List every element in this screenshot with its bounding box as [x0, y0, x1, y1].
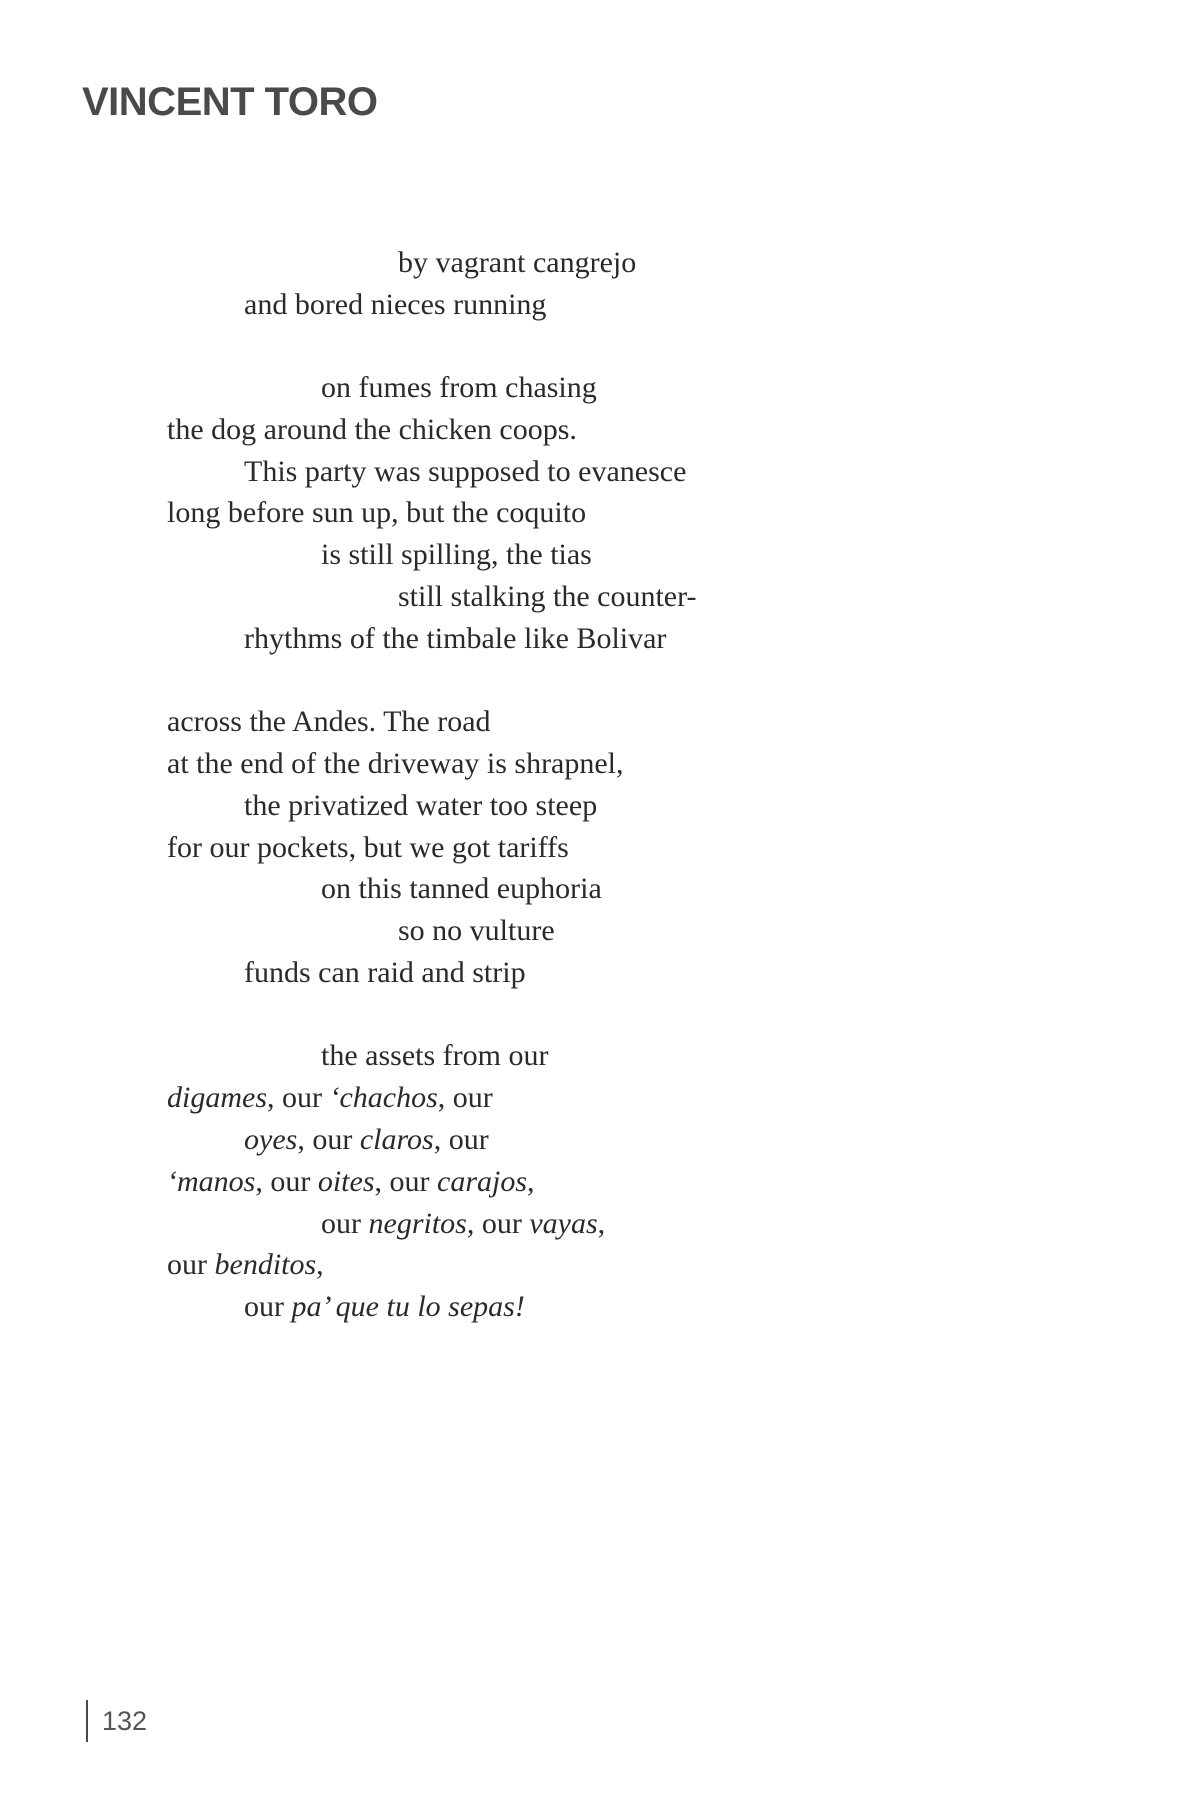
line-text: our [321, 1207, 369, 1240]
poem-line: the privatized water too steep [244, 789, 598, 822]
line-text: , [316, 1248, 324, 1281]
italic-word: oites [317, 1165, 375, 1198]
poem-line: on this tanned euphoria [321, 872, 602, 905]
italic-word: vayas [529, 1207, 598, 1240]
line-text: , our [255, 1165, 318, 1198]
line-text: , [597, 1207, 606, 1240]
poem-line: at the end of the driveway is shrapnel, [167, 747, 624, 780]
line-text: , our [374, 1165, 438, 1198]
poem-line [167, 1080, 493, 1116]
italic-word: ‘manos [167, 1165, 256, 1198]
poem-line: This party was supposed to evanesce [244, 455, 687, 488]
line-text: , our [437, 1081, 493, 1114]
poem-line [244, 1122, 489, 1158]
poem-line: by vagrant cangrejo [398, 246, 637, 279]
page-number: 132 [102, 1706, 148, 1736]
italic-word: pa’ que tu lo sepas! [291, 1290, 525, 1323]
line-text: our [167, 1248, 215, 1281]
italic-word: carajos [437, 1165, 528, 1198]
poem-line: the dog around the chicken coops. [167, 413, 577, 446]
line-text: , our [297, 1123, 360, 1156]
line-text: , our [267, 1081, 330, 1114]
italic-word: benditos [214, 1248, 317, 1281]
line-text: , our [433, 1123, 489, 1156]
poem-line: is still spilling, the tias [321, 538, 592, 571]
poem-line: on fumes from chasing [321, 371, 597, 404]
poem-line [321, 1206, 605, 1242]
poem-line [167, 1164, 535, 1200]
poem-line [244, 1289, 525, 1325]
poem-line [167, 1247, 324, 1283]
author-name: VINCENT TORO [82, 80, 378, 124]
poem-line: for our pockets, but we got tariffs [167, 831, 569, 864]
poem-line: long before sun up, but the coquito [167, 496, 587, 529]
line-text: , our [466, 1207, 530, 1240]
page-number-divider [86, 1700, 88, 1742]
poem-line: rhythms of the timbale like Bolivar [244, 622, 667, 655]
poem-line: still stalking the counter- [398, 580, 697, 613]
poem-line: funds can raid and strip [244, 956, 526, 989]
italic-word: ‘chachos [329, 1081, 438, 1114]
line-text: , [527, 1165, 535, 1198]
italic-word: claros [359, 1123, 434, 1156]
poem-line: and bored nieces running [244, 288, 547, 321]
italic-word: digames [167, 1081, 267, 1114]
italic-word: oyes [244, 1123, 298, 1156]
poem-line: the assets from our [321, 1039, 549, 1072]
line-text: our [244, 1290, 292, 1323]
italic-word: negritos [368, 1207, 467, 1240]
poem-line: across the Andes. The road [167, 705, 491, 738]
poem-line: so no vulture [398, 914, 555, 947]
